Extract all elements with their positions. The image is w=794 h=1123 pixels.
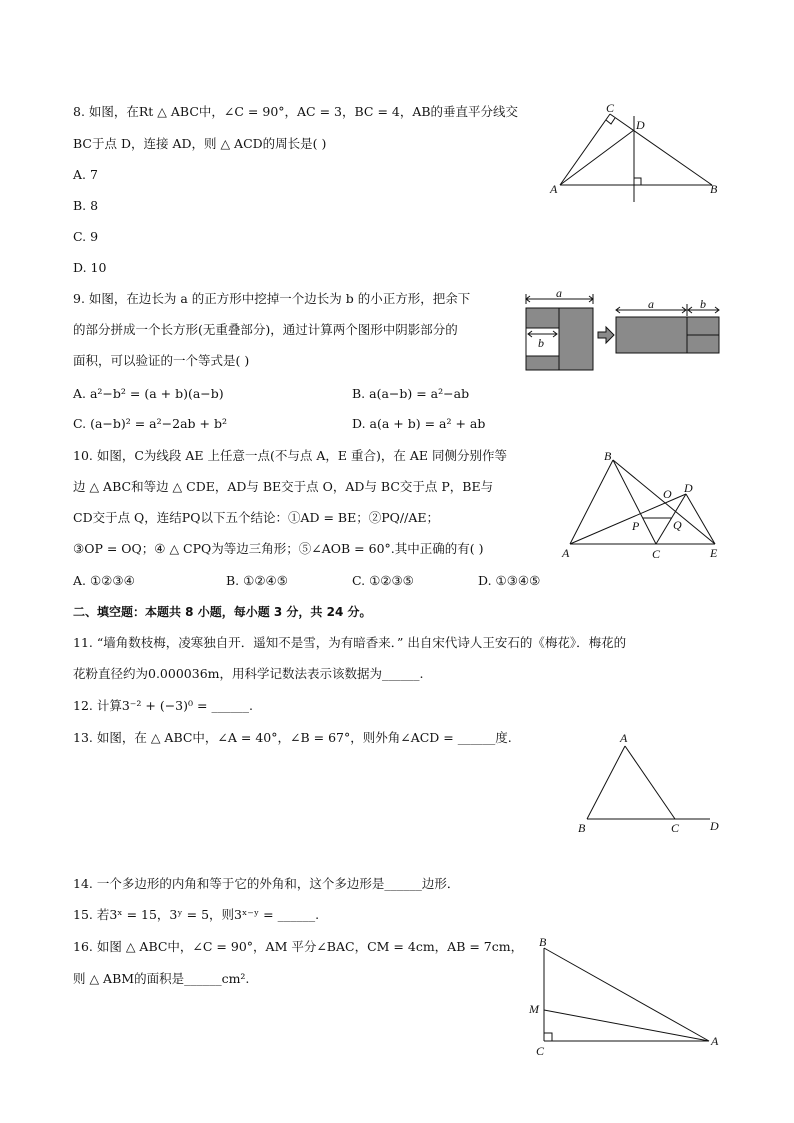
q8-option-d: D. 10 [73, 260, 107, 275]
q9-label-b-square: b [538, 336, 544, 350]
q16-label-a: A [711, 1034, 719, 1048]
q8-stem-line1: 8. 如图，在Rt △ ABC中，∠C = 90°，AC = 3，BC = 4，AB的垂直平分线交 [73, 104, 519, 119]
q10-label-b: B [604, 449, 612, 463]
q10-stem-line3: CD交于点 Q，连结PQ以下五个结论：①AD = BE；②PQ//AE； [73, 510, 439, 525]
q10-option-b: B. ①②④⑤ [226, 573, 288, 588]
q9-stem-line2: 的部分拼成一个长方形(无重叠部分)，通过计算两个图形中阴影部分的 [73, 322, 458, 337]
q14-stem: 14. 一个多边形的内角和等于它的外角和，这个多边形是______边形． [73, 876, 460, 891]
q10-option-d: D. ①③④⑤ [478, 573, 541, 588]
q8-option-c: C. 9 [73, 229, 99, 244]
q10-label-d: D [684, 481, 693, 495]
q8-option-a: A. 7 [73, 167, 98, 182]
q9-label-b-rect: b [700, 297, 706, 311]
q8-label-a: A [550, 182, 558, 196]
q13-label-d: D [710, 819, 719, 833]
q10-label-a: A [562, 546, 570, 560]
q8-label-d: D [636, 118, 645, 132]
q10-stem-line4: ③OP = OQ；④ △ CPQ为等边三角形；⑤∠AOB = 60°.其中正确的有( ) [73, 541, 484, 556]
q8-figure [540, 98, 730, 208]
q9-label-a-rect: a [648, 297, 654, 311]
q11-line1: 11. “墙角数枝梅，凌寒独自开．遥知不是雪，为有暗香来．” 出自宋代诗人王安石的《梅花》．梅花的 [73, 635, 627, 650]
q9-label-a-square: a [556, 288, 562, 300]
q9-figure [518, 288, 728, 378]
q9-option-b: B. a(a−b) = a²−ab [352, 386, 470, 401]
q9-stem-line3: 面积，可以验证的一个等式是( ) [73, 353, 250, 368]
q9-option-c: C. (a−b)² = a²−2ab + b² [73, 416, 227, 431]
q16-stem-line2: 则 △ ABM的面积是______cm². [73, 971, 250, 986]
q10-figure [558, 444, 728, 566]
q16-label-b: B [539, 935, 547, 949]
q10-label-o: O [663, 487, 672, 501]
q16-figure [526, 934, 726, 1059]
q13-label-c: C [671, 821, 680, 835]
q8-label-c: C [606, 101, 615, 115]
q10-label-e: E [710, 546, 718, 560]
q10-label-c: C [652, 547, 661, 561]
q10-label-q: Q [673, 518, 682, 532]
q16-label-c: C [536, 1044, 545, 1058]
q8-stem-line2: BC于点 D，连接 AD，则 △ ACD的周长是( ) [73, 136, 327, 151]
q9-option-a: A. a²−b² = (a + b)(a−b) [73, 386, 224, 401]
q13-label-b: B [578, 821, 586, 835]
q8-label-b: B [710, 182, 718, 196]
q10-option-a: A. ①②③④ [73, 573, 135, 588]
q10-stem-line2: 边 △ ABC和等边 △ CDE，AD与 BE交于点 O，AD与 BC交于点 P，BE与 [73, 479, 494, 494]
q11-line2: 花粉直径约为0.000036m，用科学记数法表示该数据为______. [73, 666, 424, 681]
q15-stem: 15. 若3ˣ = 15，3ʸ = 5，则3ˣ⁻ʸ = ______. [73, 907, 320, 922]
q12-stem: 12. 计算3⁻² + (−3)⁰ = ______. [73, 698, 253, 713]
q13-figure [570, 726, 730, 838]
q10-option-c: C. ①②③⑤ [352, 573, 414, 588]
q16-stem-line1: 16. 如图 △ ABC中，∠C = 90°，AM 平分∠BAC，CM = 4cm，AB = 7cm， [73, 939, 524, 954]
q10-label-p: P [632, 519, 640, 533]
q8-option-b: B. 8 [73, 198, 99, 213]
q9-stem-line1: 9. 如图，在边长为 a 的正方形中挖掉一个边长为 b 的小正方形，把余下 [73, 291, 471, 306]
section-2-heading: 二、填空题：本题共 8 小题，每小题 3 分，共 24 分。 [73, 605, 372, 619]
q9-option-d: D. a(a + b) = a² + ab [352, 416, 486, 431]
q16-label-m: M [529, 1002, 539, 1016]
q13-stem: 13. 如图，在 △ ABC中，∠A = 40°，∠B = 67°，则外角∠ACD = ______度. [73, 730, 512, 745]
q13-label-a: A [620, 731, 628, 745]
q10-stem-line1: 10. 如图，C为线段 AE 上任意一点(不与点 A，E 重合)，在 AE 同侧分别作等 [73, 448, 507, 463]
